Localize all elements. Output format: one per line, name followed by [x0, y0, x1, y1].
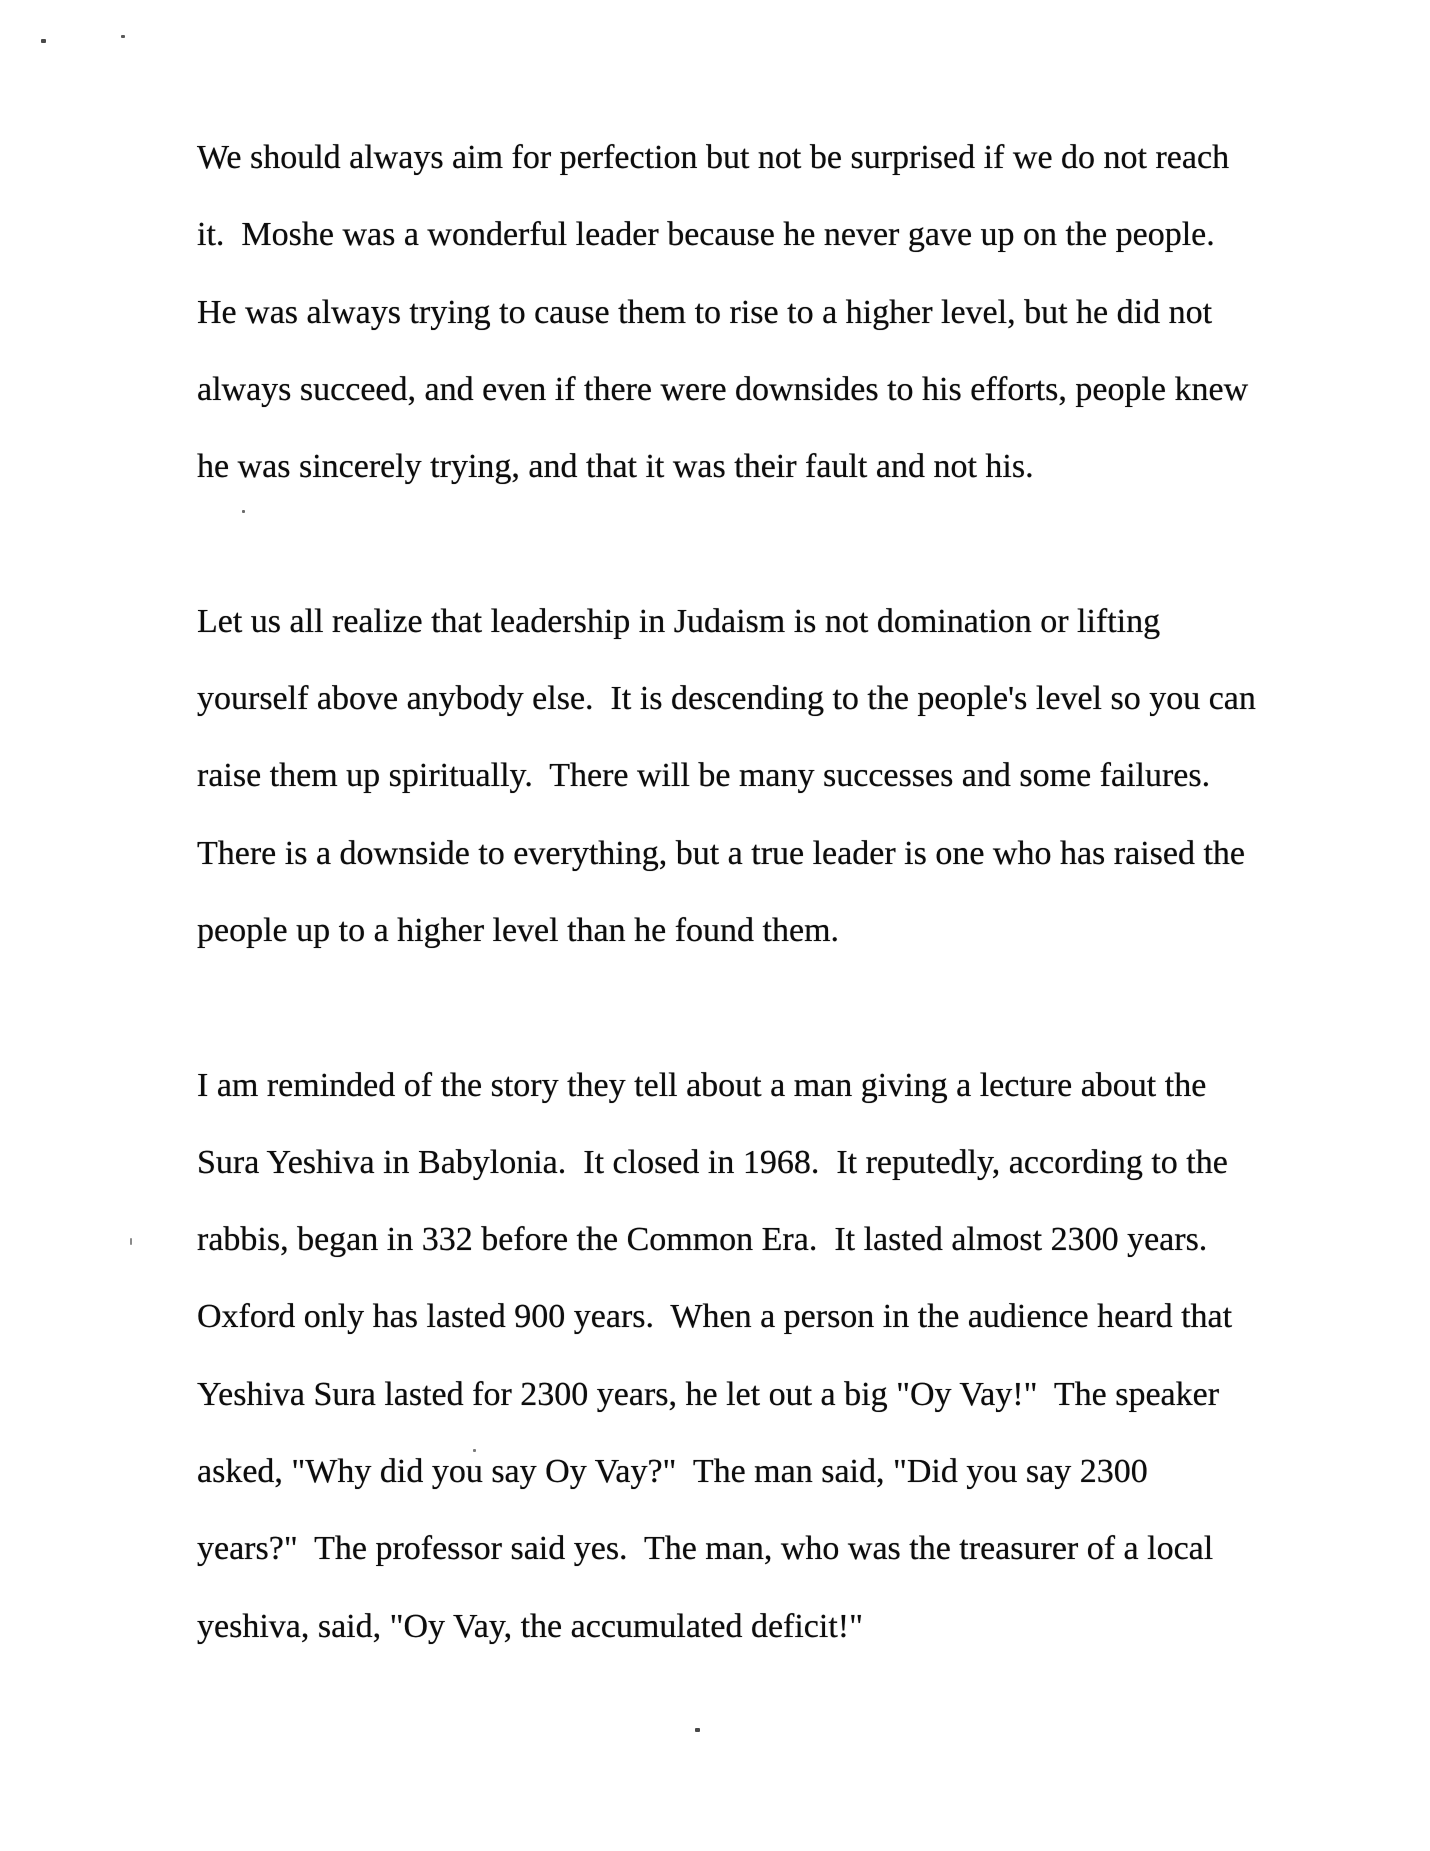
text-line: it. Moshe was a wonderful leader because he never gave up on the people. — [197, 216, 1215, 254]
text-line: he was sincerely trying, and that it was their fault and not his. — [197, 448, 1034, 486]
text-line: years?" The professor said yes. The man, who was the treasurer of a local — [197, 1530, 1214, 1568]
paragraph-leadership-in-judaism — [197, 583, 1277, 969]
scan-speck — [473, 1449, 476, 1452]
text-line: raise them up spiritually. There will be many successes and some failures. — [197, 757, 1211, 795]
paragraph-sura-yeshiva-story — [197, 1047, 1277, 1665]
text-line: There is a downside to everything, but a true leader is one who has raised the — [197, 834, 1246, 872]
text-line: Oxford only has lasted 900 years. When a person in the audience heard that — [197, 1298, 1233, 1336]
paragraph-leadership-perfection — [197, 119, 1277, 505]
text-line: Yeshiva Sura lasted for 2300 years, he let out a big "Oy Vay!" The speaker — [197, 1375, 1220, 1413]
text-line: We should always aim for perfection but not be surprised if we do not reach — [197, 139, 1230, 176]
scan-speck — [130, 1238, 132, 1245]
text-line: rabbis, began in 332 before the Common Era. It lasted almost 2300 years. — [197, 1221, 1208, 1259]
scan-speck — [121, 35, 125, 38]
scan-speck — [695, 1728, 700, 1732]
text-line: Let us all realize that leadership in Judaism is not domination or lifting — [197, 602, 1161, 640]
text-line: yourself above anybody else. It is descending to the people's level so you can — [197, 680, 1256, 718]
text-line: yeshiva, said, "Oy Vay, the accumulated deficit!" — [197, 1607, 863, 1645]
text-line: people up to a higher level than he found them. — [197, 911, 840, 949]
document-body — [197, 119, 1277, 1665]
text-line: Sura Yeshiva in Babylonia. It closed in 1968. It reputedly, according to the — [197, 1143, 1228, 1181]
text-line: always succeed, and even if there were downsides to his efforts, people knew — [197, 370, 1249, 408]
scan-speck — [242, 510, 245, 513]
text-line: He was always trying to cause them to rise to a higher level, but he did not — [197, 293, 1213, 331]
text-line: asked, "Why did you say Oy Vay?" The man said, "Did you say 2300 — [197, 1453, 1148, 1491]
scan-speck — [41, 39, 46, 43]
text-line: I am reminded of the story they tell about a man giving a lecture about the — [197, 1066, 1207, 1104]
